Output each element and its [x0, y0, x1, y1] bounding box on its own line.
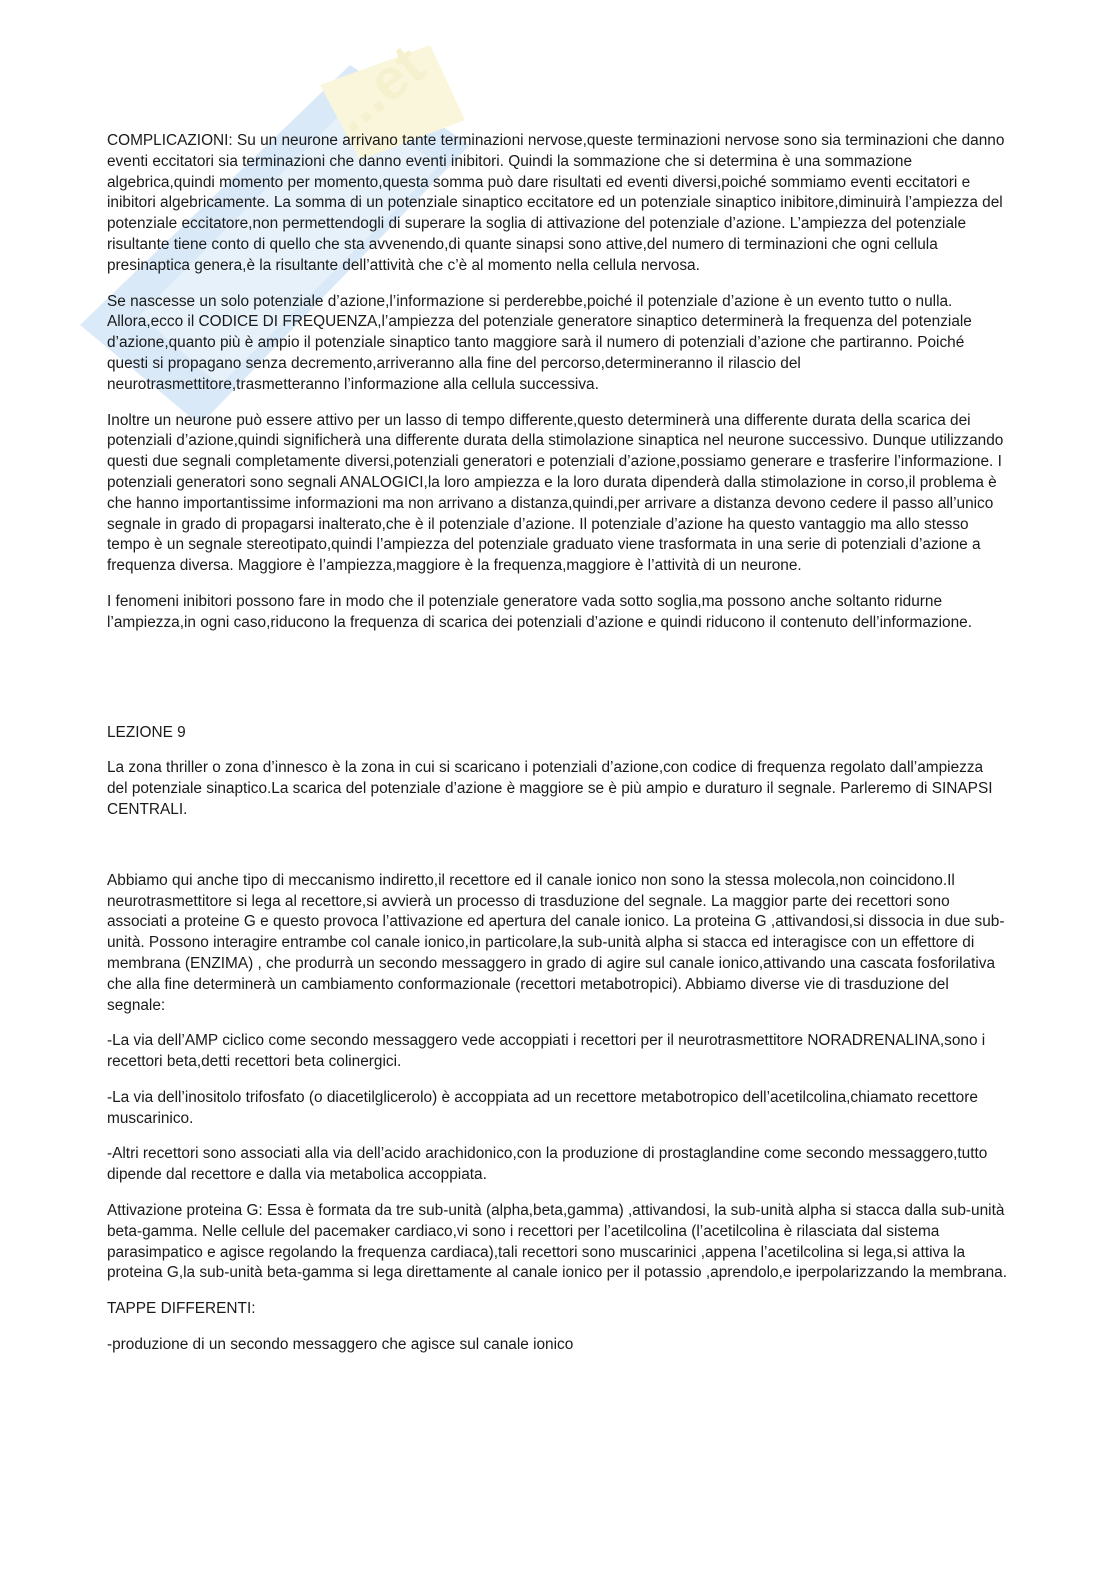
spacer — [107, 836, 1007, 871]
paragraph: Abbiamo qui anche tipo di meccanismo indiretto,il recettore ed il canale ionico non sono la stessa molecola,non coincidono.Il neurotrasmettitore si lega al recettore,si avvierà un processo di trasduzione del segnale. La maggior parte dei recettori sono associati a proteine G e questo provoca l’attivazione ed apertura del canale ionico. La proteina G ,attivandosi,si dissocia in due sub-unità. Possono interagire entrambe col canale ionico,in particolare,la sub-unità alpha si stacca ed interagisce con un effettore di membrana (ENZIMA) , che produrrà un secondo messaggero in grado di agire sul canale ionico,attivando una cascata fosforilativa che alla fine determinerà un cambiamento conformazionale (recettori metabotropici). Abbiamo diverse vie di trasduzione del segnale: — [107, 871, 1005, 1014]
paragraph: Inoltre un neurone può essere attivo per un lasso di tempo differente,questo determinerà una differente durata della scarica dei potenziali d’azione,quindi significherà una differente durata della stimolazione sinaptica nel neurone successivo. Dunque utilizzando questi due segnali completamente diversi,potenziali generatori e potenziali d’azione,possiamo generare e trasferire l’informazione. I potenziali generatori sono segnali ANALOGICI,la loro ampiezza e la loro durata dipenderà dalla stimolazione in corso,il problema è che hanno importantissime informazioni ma non arrivano a distanza,quindi,per arrivare a distanza devono cedere il passo all’unico segnale in grado di propagarsi inalterato,che è il potenziale d’azione. Il potenziale d’azione ha questo vantaggio ma allo stesso tempo è un segnale stereotipato,quindi l’ampiezza del potenziale graduato viene trasformata in una serie di potenziali d’azione a frequenza diversa. Maggiore è l’ampiezza,maggiore è la frequenza,maggiore è l’attività di un neurone. — [107, 411, 1004, 575]
lesson-heading: LEZIONE 9 — [107, 723, 186, 741]
list-item: -Altri recettori sono associati alla via dell’acido arachidonico,con la produzione di prostaglandine come secondo messaggero,tutto dipende dal recettore e dalla via metabolica accoppiata. — [107, 1145, 988, 1184]
document-page — [107, 131, 1007, 1371]
list-item: -La via dell’inositolo trifosfato (o diacetilglicerolo) è accoppiata ad un recettore metabotropico dell’acetilcolina,chiamato recettore muscarinico. — [107, 1088, 978, 1127]
paragraph: Se nascesse un solo potenziale d’azione,l’informazione si perderebbe,poiché il potenziale d’azione è un evento tutto o nulla. Allora,ecco il CODICE DI FREQUENZA,l’ampiezza del potenziale generatore sinaptico determinerà la frequenza del potenziale d’azione,quanto più è ampio il potenziale sinaptico tanto maggiore sarà il numero di potenziali d’azione che partiranno. Poiché questi si propagano senza decremento,arriveranno alla fine del percorso,determineranno il rilascio del neurotrasmettitore,trasmetteranno l’informazione alla cellula successiva. — [107, 292, 972, 393]
watermark-text: ...et — [317, 32, 437, 146]
spacer — [107, 649, 1007, 723]
list-item: -La via dell’AMP ciclico come secondo messaggero vede accoppiati i recettori per il neurotrasmettitore NORADRENALINA,sono i recettori beta,detti recettori beta colinergici. — [107, 1032, 986, 1071]
paragraph: Attivazione proteina G: Essa è formata da tre sub-unità (alpha,beta,gamma) ,attivandosi, la sub-unità alpha si stacca dalla sub-unità beta-gamma. Nelle cellule del pacemaker cardiaco,vi sono i recettori per l’acetilcolina (l’acetilcolina è rilasciata dal sistema parasimpatico e agisce regolando la frequenza cardiaca),tali recettori sono muscarinici ,appena l’acetilcolina si lega,si attiva la proteina G,la sub-unità beta-gamma si lega direttamente al canale ionico per il potassio ,aprendolo,e iperpolarizzando la membrana. — [107, 1202, 1008, 1282]
lesson-intro: La zona thriller o zona d’innesco è la zona in cui si scaricano i potenziali d’azione,con codice di frequenza regolato dall’ampiezza del potenziale sinaptico.La scarica del potenziale d’azione è maggiore se è più ampio e duraturo il segnale. Parleremo di SINAPSI CENTRALI. — [107, 759, 993, 818]
section-heading: TAPPE DIFFERENTI: — [107, 1300, 256, 1318]
paragraph: COMPLICAZIONI: Su un neurone arrivano tante terminazioni nervose,queste terminazioni nervose sono sia terminazioni che danno eventi eccitatori sia terminazioni che danno eventi inibitori. Quindi la sommazione che si determina è una sommazione algebrica,quindi momento per momento,questa somma può dare risultati ed eventi diversi,poiché sommiamo eventi eccitatori e inibitori algebricamente. La somma di un potenziale sinaptico eccitatore ed un potenziale sinaptico inibitore,diminuirà l’ampiezza del potenziale eccitatore,non permettendogli di superare la soglia di attivazione del potenziale d’azione. L’ampiezza del potenziale risultante tiene conto di quello che sta avvenendo,di quante sinapsi sono attive,del numero di terminazioni che ogni cellula presinaptica genera,è la risultante dell’attività che c’è al momento nella cellula nervosa. — [107, 132, 1005, 274]
paragraph: I fenomeni inibitori possono fare in modo che il potenziale generatore vada sotto soglia,ma possono anche soltanto ridurne l’ampiezza,in ogni caso,riducono la frequenza di scarica dei potenziali d’azione e quindi riducono il contenuto dell’informazione. — [107, 592, 972, 631]
list-item: -produzione di un secondo messaggero che agisce sul canale ionico — [107, 1336, 574, 1354]
